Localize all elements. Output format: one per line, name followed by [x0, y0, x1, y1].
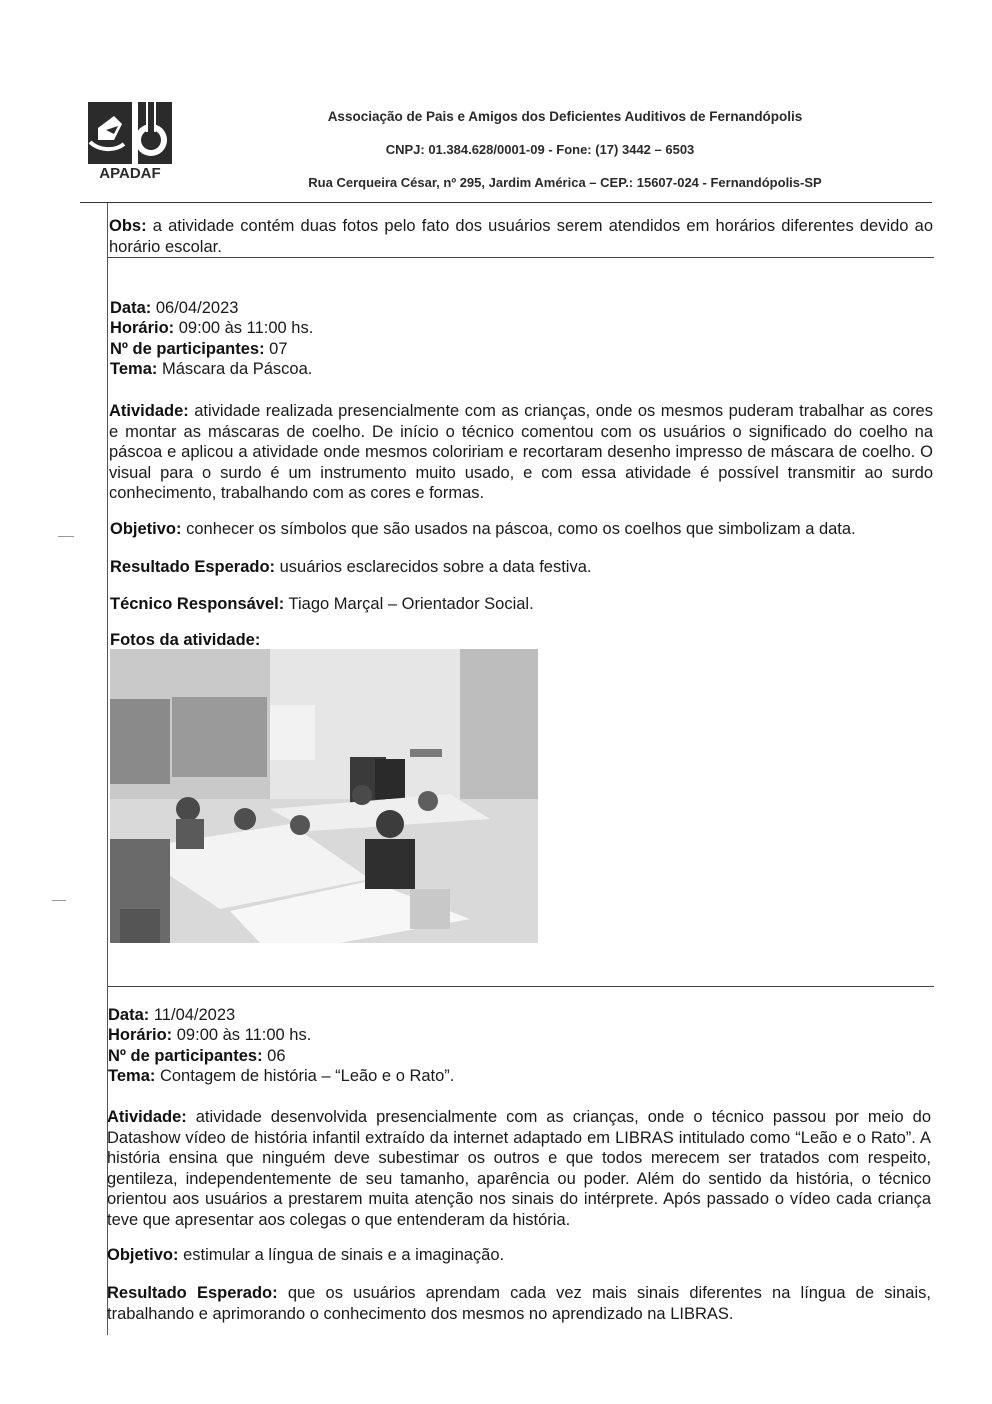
a1-objective	[110, 519, 856, 540]
a2-result	[107, 1283, 931, 1324]
a1-theme	[110, 359, 312, 380]
header-divider	[80, 202, 932, 203]
date-value: 11/04/2023	[149, 1006, 236, 1024]
result-label: Resultado Esperado:	[110, 558, 276, 576]
a1-participants	[110, 339, 288, 360]
a1-activity	[109, 401, 933, 504]
activity-text: atividade desenvolvida presencialmente com as crianças, onde o técnico passou por meio do Datashow vídeo de história infantil extraído da internet adaptado em LIBRAS intitulado como “Leão e o Rato”. A história ensina que ninguém deve subestimar os outros e que todos merecem ser tratados com respeito, gentileza, independentemente de seu tamanho, aparência ou poder. Além do sentido da história, o técnico orientou aos usuários a prestarem muita atenção nos sinais do intérprete. Após passado o vídeo cada criança teve que apresentar aos colegas o que entenderam da história.	[107, 1108, 931, 1229]
technician-label: Técnico Responsável:	[110, 595, 285, 613]
date-label: Data:	[110, 299, 152, 317]
obs-label: Obs:	[109, 217, 147, 235]
svg-text:APADAF: APADAF	[99, 165, 161, 180]
section-divider	[108, 986, 934, 987]
a2-time	[108, 1025, 311, 1046]
objective-label: Objetivo:	[107, 1246, 179, 1264]
time-value: 09:00 às 11:00 hs.	[172, 1026, 312, 1044]
a1-result	[110, 557, 591, 578]
org-name: Associação de Pais e Amigos dos Deficientes Auditivos de Fernandópolis	[327, 109, 803, 124]
participants-value: 06	[262, 1047, 286, 1065]
time-label: Horário:	[110, 319, 175, 337]
activity-text: atividade realizada presencialmente com as crianças, onde os mesmos puderam trabalhar as cores e montar as máscaras de coelho. De início o técnico comentou com os usuários o significado do coelho na páscoa e aplicou a atividade onde mesmos coloririam e recortaram desenho impresso de máscara de coelho. O visual para o surdo é um instrumento muito usado, e com essa atividade é possível transmitir ao surdo conhecimento, trabalhando com as cores e formas.	[109, 402, 933, 502]
activity-label: Atividade:	[109, 402, 189, 420]
technician-text: Tiago Marçal – Orientador Social.	[284, 595, 534, 613]
time-label: Horário:	[108, 1026, 173, 1044]
result-text: usuários esclarecidos sobre a data festiva.	[275, 558, 592, 576]
objective-label: Objetivo:	[110, 520, 182, 538]
org-contact: CNPJ: 01.384.628/0001-09 - Fone: (17) 3442 – 6503	[385, 142, 695, 157]
obs-note	[109, 216, 933, 257]
time-value: 09:00 às 11:00 hs.	[174, 319, 314, 337]
activity-photo	[110, 649, 538, 943]
a2-activity	[107, 1107, 931, 1230]
margin-mark	[52, 900, 66, 901]
date-value: 06/04/2023	[151, 299, 239, 317]
a1-technician	[110, 594, 534, 615]
participants-label: Nº de participantes:	[110, 340, 265, 358]
a1-time	[110, 318, 313, 339]
participants-value: 07	[264, 340, 288, 358]
a2-participants	[108, 1046, 286, 1067]
theme-value: Contagem de história – “Leão e o Rato”.	[155, 1067, 455, 1085]
activity-label: Atividade:	[107, 1108, 187, 1126]
result-text: que os usuários aprendam cada vez mais sinais diferentes na língua de sinais, trabalhando e aprimorando o conhecimento dos mesmos no aprendizado na LIBRAS.	[107, 1284, 931, 1323]
a2-theme	[108, 1066, 454, 1087]
objective-text: conhecer os símbolos que são usados na páscoa, como os coelhos que simbolizam a data.	[181, 520, 856, 538]
objective-text: estimular a língua de sinais e a imaginação.	[178, 1246, 505, 1264]
a2-objective	[107, 1245, 504, 1266]
a1-date	[110, 298, 238, 319]
theme-label: Tema:	[110, 360, 158, 378]
a2-date	[108, 1005, 235, 1026]
a1-photos-label: Fotos da atividade:	[110, 631, 261, 649]
obs-divider	[108, 257, 934, 258]
org-address: Rua Cerqueira César, nº 295, Jardim América – CEP.: 15607-024 - Fernandópolis-SP	[308, 175, 822, 190]
obs-text: a atividade contém duas fotos pelo fato dos usuários serem atendidos em horários diferentes devido ao horário escolar.	[109, 217, 933, 256]
theme-value: Máscara da Páscoa.	[157, 360, 313, 378]
participants-label: Nº de participantes:	[108, 1047, 263, 1065]
margin-mark	[58, 536, 74, 537]
apadaf-logo	[84, 98, 176, 180]
theme-label: Tema:	[108, 1067, 156, 1085]
date-label: Data:	[108, 1006, 150, 1024]
result-label: Resultado Esperado:	[107, 1284, 278, 1302]
